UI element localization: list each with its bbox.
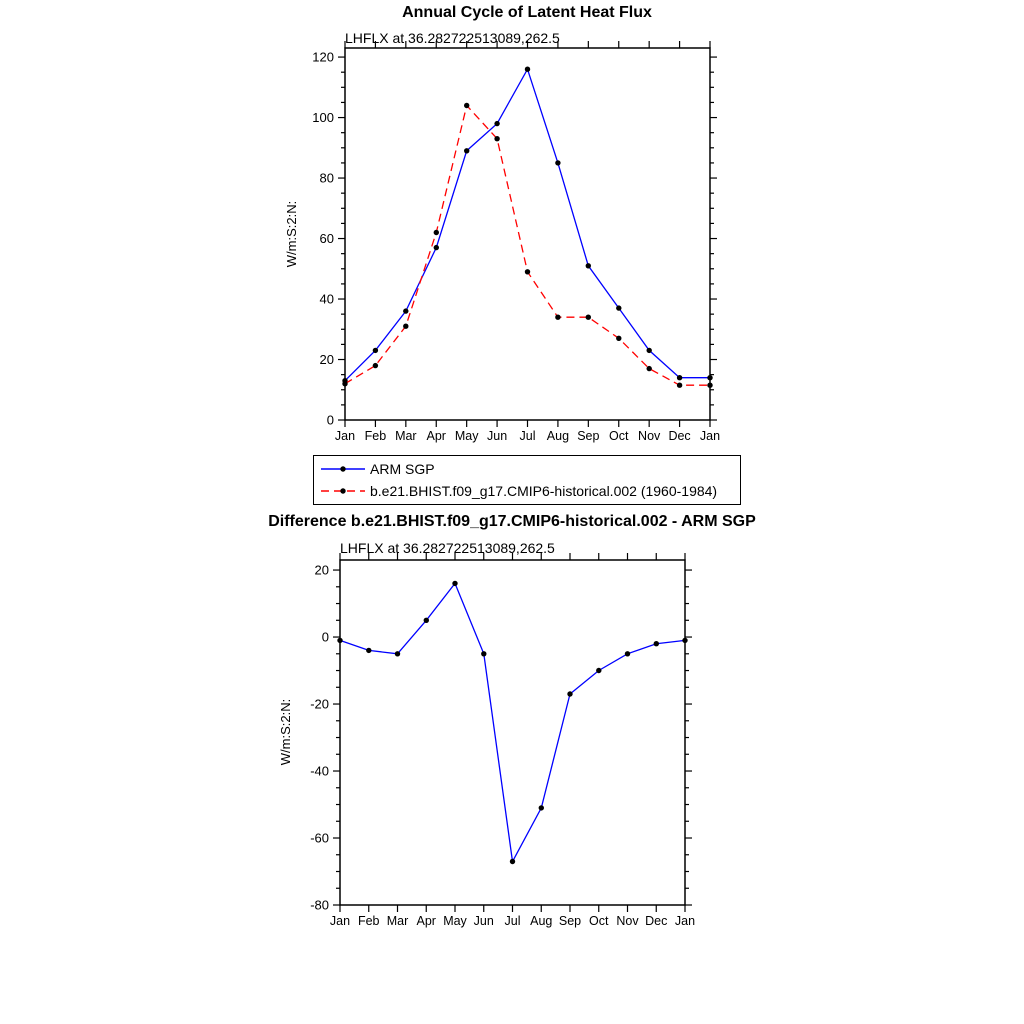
x-tick-label: Sep xyxy=(577,429,600,443)
y-tick-label: 100 xyxy=(312,110,334,126)
x-tick-label: Dec xyxy=(645,914,668,928)
top-chart xyxy=(312,41,720,443)
top-chart-subtitle: LHFLX at 36.282722513089,262.5 xyxy=(345,30,560,46)
x-tick-label: Jun xyxy=(473,914,494,928)
x-tick-label: Jan xyxy=(699,429,721,443)
y-tick-label: -40 xyxy=(310,763,329,779)
x-tick-label: Oct xyxy=(609,429,629,443)
x-tick-label: May xyxy=(454,429,479,443)
bottom-chart-subtitle: LHFLX at 36.282722513089,262.5 xyxy=(340,540,555,556)
x-tick-label: Mar xyxy=(395,429,417,443)
legend-entry-model xyxy=(320,480,734,502)
legend-label: b.e21.BHIST.f09_g17.CMIP6-historical.002 (1960-1984) xyxy=(370,483,718,499)
y-tick-label: 80 xyxy=(319,170,334,186)
y-tick-label: 40 xyxy=(319,291,334,307)
y-tick-label: 0 xyxy=(326,412,334,428)
x-tick-label: Nov xyxy=(616,914,639,928)
x-tick-label: Jul xyxy=(504,914,521,928)
x-tick-label: Jan xyxy=(329,914,351,928)
bottom-chart-title: Difference b.e21.BHIST.f09_g17.CMIP6-historical.002 - ARM SGP xyxy=(268,513,756,530)
x-tick-label: Feb xyxy=(357,914,380,928)
x-tick-label: Aug xyxy=(530,914,553,928)
x-tick-label: Feb xyxy=(364,429,387,443)
legend-solid-line-sample xyxy=(320,463,368,475)
y-tick-label: 0 xyxy=(321,629,329,645)
legend xyxy=(313,455,741,505)
legend-dashed-line-sample xyxy=(320,485,368,497)
series-line xyxy=(345,106,710,386)
bottom-chart-frame xyxy=(340,560,685,905)
series-line xyxy=(340,583,685,861)
x-tick-label: Nov xyxy=(638,429,661,443)
top-chart-ticks xyxy=(338,41,717,427)
y-tick-label: -20 xyxy=(310,696,329,712)
top-chart-y-axis-label: W/m:S:2:N: xyxy=(284,200,299,268)
x-tick-label: Apr xyxy=(416,914,436,928)
y-tick-label: 20 xyxy=(314,562,329,578)
y-tick-label: 120 xyxy=(312,49,334,65)
legend-entry-arm-sgp xyxy=(320,458,734,480)
x-tick-label: Jan xyxy=(674,914,696,928)
x-tick-label: Mar xyxy=(386,914,409,928)
y-tick-label: 60 xyxy=(319,231,334,247)
bottom-chart xyxy=(310,553,695,928)
y-tick-label: -80 xyxy=(310,897,329,913)
x-tick-label: Oct xyxy=(589,914,609,928)
x-tick-label: Apr xyxy=(426,429,446,443)
x-tick-label: May xyxy=(443,914,467,928)
x-tick-label: Jun xyxy=(487,429,508,443)
y-tick-label: 20 xyxy=(319,352,334,368)
bottom-chart-y-axis-label: W/m:S:2:N: xyxy=(278,698,293,766)
x-tick-label: Aug xyxy=(546,429,570,443)
series-line xyxy=(345,69,710,381)
top-chart-title: Annual Cycle of Latent Heat Flux xyxy=(402,4,652,21)
series-markers xyxy=(337,581,687,865)
x-tick-label: Jan xyxy=(334,429,356,443)
series-markers xyxy=(342,103,712,388)
legend-label: ARM SGP xyxy=(370,461,435,477)
x-tick-label: Sep xyxy=(558,914,582,928)
top-chart-frame xyxy=(345,48,710,420)
x-tick-label: Jul xyxy=(519,429,536,443)
x-tick-label: Dec xyxy=(668,429,691,443)
y-tick-label: -60 xyxy=(310,830,329,846)
